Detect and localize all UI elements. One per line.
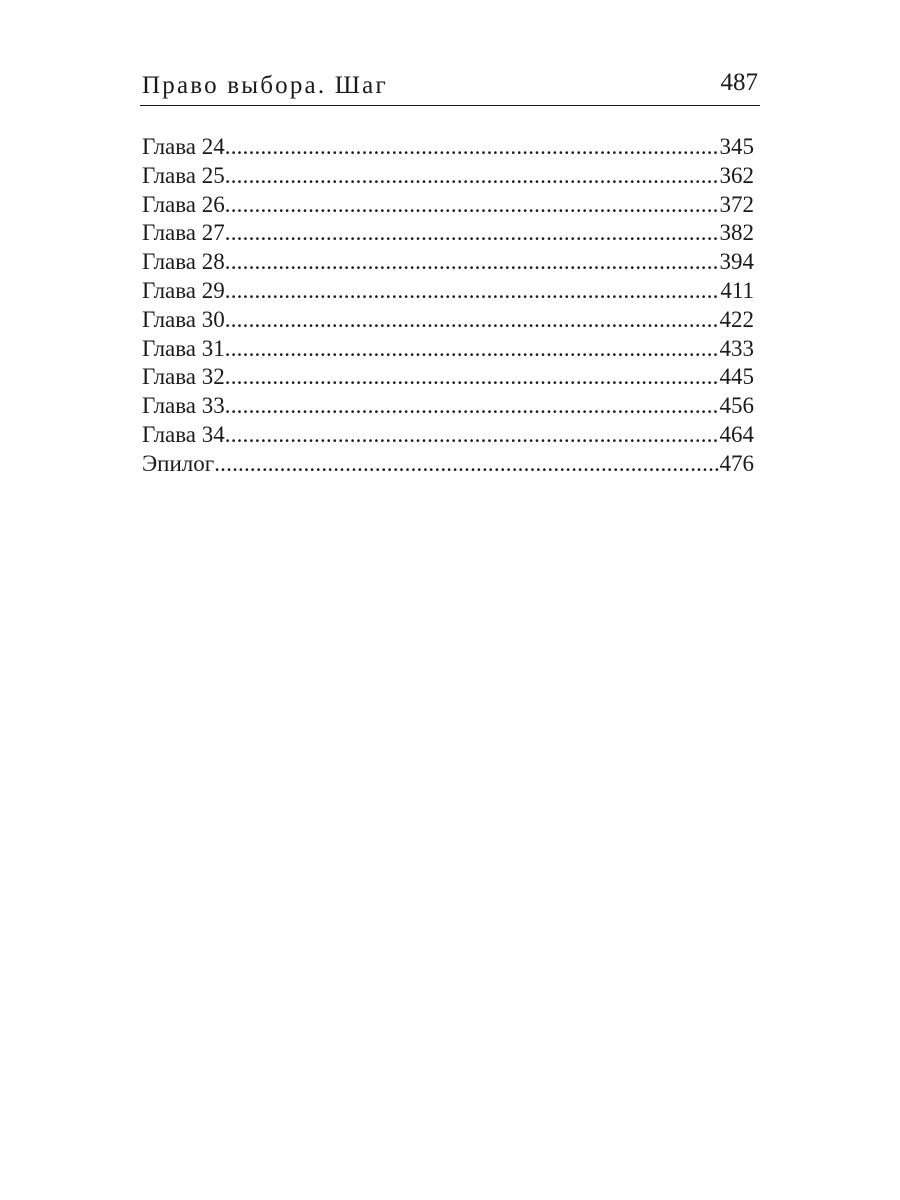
toc-entry — [142, 219, 754, 248]
dot-leader — [225, 277, 721, 306]
toc-entry — [142, 335, 754, 364]
toc-entry — [142, 133, 754, 162]
toc-entry-label: Глава 31 — [142, 335, 225, 361]
toc-entry — [142, 306, 754, 335]
toc-entry-page: 394 — [719, 249, 754, 275]
toc-entry-label: Эпилог — [142, 450, 215, 476]
dot-leader — [225, 306, 720, 335]
toc-entry-label: Глава 26 — [142, 191, 225, 217]
toc-entry — [142, 191, 754, 220]
toc-entry-label: Глава 28 — [142, 249, 225, 275]
dot-leader — [225, 421, 720, 450]
toc-entry-page: 372 — [719, 191, 754, 217]
running-head — [140, 66, 760, 106]
toc-entry-page: 362 — [719, 162, 754, 188]
toc-entry — [142, 248, 754, 277]
toc-entry-label: Глава 34 — [142, 421, 225, 447]
toc-entry — [142, 277, 754, 306]
toc-entry-page: 345 — [719, 134, 754, 159]
toc-entry-page: 433 — [719, 335, 754, 361]
dot-leader — [225, 162, 720, 191]
toc-entry-page: 464 — [719, 421, 754, 447]
toc-entry-label: Глава 30 — [142, 306, 225, 332]
toc-entry-label: Глава 29 — [142, 277, 225, 303]
dot-leader — [225, 335, 720, 364]
toc-entry-page: 411 — [720, 277, 754, 303]
toc-entry-label: Глава 27 — [142, 220, 225, 246]
table-of-contents — [142, 133, 754, 479]
dot-leader — [225, 363, 720, 392]
dot-leader — [225, 392, 720, 421]
page-number: 487 — [720, 69, 758, 96]
toc-entry-page: 445 — [719, 364, 754, 390]
toc-entry-label: Глава 33 — [142, 393, 225, 419]
toc-entry — [142, 450, 754, 479]
running-title: Право выбора. Шаг — [142, 72, 388, 99]
toc-entry — [142, 363, 754, 392]
dot-leader — [225, 219, 720, 248]
toc-entry — [142, 392, 754, 421]
toc-entry-label: Глава 25 — [142, 162, 225, 188]
dot-leader — [225, 248, 720, 277]
dot-leader — [225, 191, 720, 220]
dot-leader — [225, 133, 720, 162]
toc-entry-page: 422 — [719, 306, 754, 332]
toc-entry-page: 476 — [719, 450, 754, 476]
toc-entry-page: 456 — [719, 393, 754, 419]
dot-leader — [214, 450, 719, 479]
toc-entry — [142, 162, 754, 191]
toc-entry-label: Глава 24 — [142, 134, 225, 159]
toc-entry — [142, 421, 754, 450]
header-rule — [140, 105, 760, 106]
toc-entry-label: Глава 32 — [142, 364, 225, 390]
toc-entry-page: 382 — [719, 220, 754, 246]
